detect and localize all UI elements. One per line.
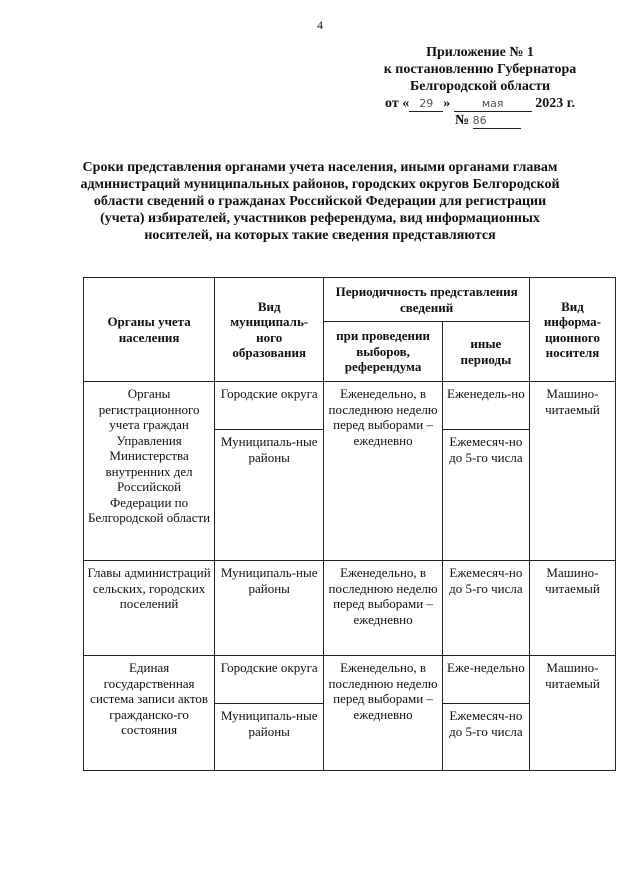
header-organs: Органы учета населения [84,278,215,382]
date-year: 2023 г. [535,96,575,111]
page-number: 4 [317,18,323,32]
header-media: Вид информа-ционного носителя [529,278,615,382]
cell-other-periods: Ежемесяч-но до 5-го числа [442,704,529,771]
cell-other-periods: Ежемесяч-но до 5-го числа [442,430,529,561]
cell-media: Машино-читаемый [529,382,615,561]
cell-other-periods: Ежемесяч-но до 5-го числа [442,561,529,656]
cell-other-periods: Еженедель-но [442,382,529,430]
cell-other-periods: Еже-недельно [442,656,529,704]
cell-municipality: Муниципаль-ные районы [215,561,324,656]
table-row [84,656,616,704]
cell-elections: Еженедельно, в последнюю неделю перед выборами – ежедневно [324,561,443,656]
table-row [84,382,616,430]
document-title: Сроки представления органами учета населения, иными органами главам администраций муниципальных районов, городских округов Белгородской области сведений о гражданах Российской Федерации для регистрации (учета) избирателей, участников референдума, вид информационных носителей, на которых такие сведения представляются [80,160,560,243]
cell-municipality: Муниципаль-ные районы [215,430,324,561]
header-during-elections: при проведении выборов, референдума [324,322,443,382]
date-prefix: от « [385,96,410,111]
cell-organ: Главы администраций сельских, городских поселений [84,561,215,656]
cell-organ: Единая государственная система записи актов гражданско-го состояния [84,656,215,771]
date-month: мая [454,97,532,112]
date-mid: » [443,96,451,111]
appendix-line3: Белгородской области [409,79,551,94]
cell-municipality: Муниципаль-ные районы [215,704,324,771]
number-value: 86 [473,114,521,129]
appendix-number [360,112,600,129]
cell-elections: Еженедельно, в последнюю неделю перед выборами – ежедневно [324,382,443,561]
appendix-date [360,95,600,112]
cell-organ: Органы регистрационного учета граждан Управления Министерства внутренних дел Российской Федерации по Белгородской области [84,382,215,561]
appendix-line1: Приложение № 1 [426,45,534,60]
header-periodicity: Периодичность представления сведений [324,278,530,322]
table-row [84,561,616,656]
header-municipality: Вид муниципаль-ного образования [215,278,324,382]
cell-municipality: Городские округа [215,382,324,430]
number-prefix: № [455,113,470,128]
cell-municipality: Городские округа [215,656,324,704]
cell-media: Машино-читаемый [529,561,615,656]
appendix-block [360,44,600,129]
info-table [83,277,616,771]
date-day: 29 [409,97,443,112]
cell-elections: Еженедельно, в последнюю неделю перед выборами – ежедневно [324,656,443,771]
header-other-periods: иные периоды [442,322,529,382]
appendix-line2: к постановлению Губернатора [383,62,577,77]
cell-media: Машино-читаемый [529,656,615,771]
